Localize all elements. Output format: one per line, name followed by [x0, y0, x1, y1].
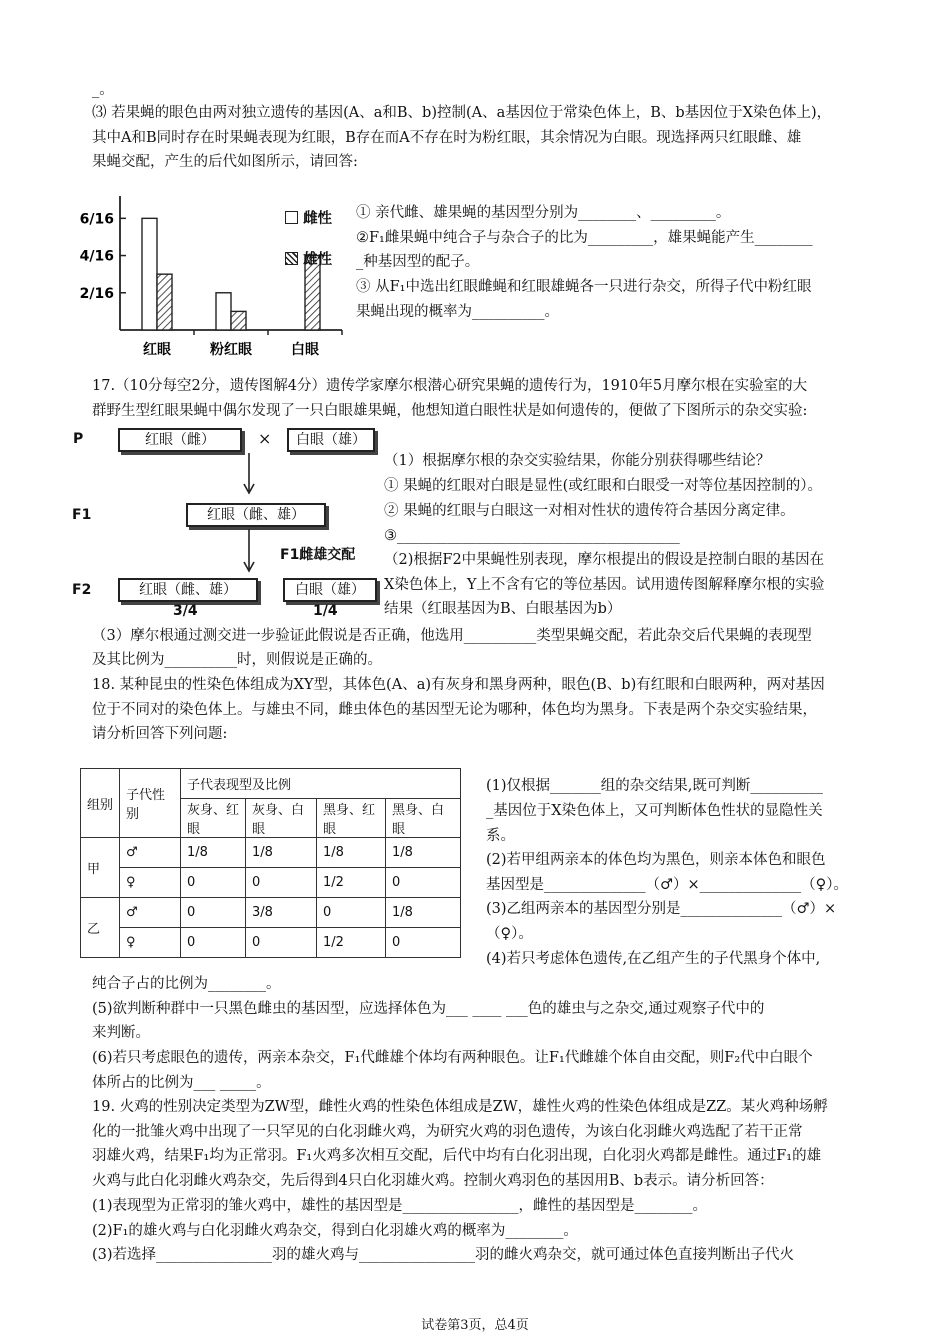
f2-white-box: 白眼（雄） [283, 578, 377, 602]
table-col-header: 黑身、白眼 [386, 799, 461, 838]
text-line: 火鸡与此白化羽雌火鸡杂交，先后得到4只白化羽雄火鸡。控制火鸡羽色的基因用B、b表示。请分析回答： [92, 1173, 774, 1189]
text-line: (2)F₁的雄火鸡与白化羽雌火鸡杂交，得到白化羽雄火鸡的概率为________。 [92, 1223, 578, 1239]
value-cell: 0 [181, 868, 246, 898]
q18-side-line: (3)乙组两亲本的基因型分别是______________（♂）× [486, 901, 837, 917]
q17-side-line: ③_______________________________________ [384, 528, 680, 544]
table-col-header: 灰身、红眼 [181, 799, 246, 838]
q16-side-line: ③ 从F₁中选出红眼雌蝇和红眼雄蝇各一只进行杂交，所得子代中粉红眼 [356, 279, 812, 295]
table-col-header: 灰身、白眼 [246, 799, 317, 838]
value-cell: 1/2 [317, 868, 386, 898]
text-line: 请分析回答下列问题: [92, 726, 228, 742]
q18-side-line: (4)若只考虑体色遗传,在乙组产生的子代黑身个体中, [486, 951, 821, 967]
sex-cell: ♀ [120, 928, 181, 958]
q17-side-line: （1）根据摩尔根的杂交实验结果，你能分别获得哪些结论？ [384, 453, 771, 469]
q17-side-line: （2)根据F2中果蝇性别表现，摩尔根提出的假设是控制白眼的基因在 [384, 552, 825, 568]
q18-side-line: (2)若甲组两亲本的体色均为黑色，则亲本体色和眼色 [486, 852, 826, 868]
q18-side-line: （♀）。 [486, 926, 533, 942]
legend-label-male: 雄性 [303, 252, 333, 268]
text-line: (5)欲判断种群中一只黑色雌虫的基因型，应选择体色为___ ____ ___色的雄虫与之杂交,通过观察子代中的 [92, 1001, 765, 1017]
x-tick-label: 白眼 [291, 342, 319, 358]
table-row [81, 928, 461, 958]
sex-cell: ♀ [120, 868, 181, 898]
text-line: (6)若只考虑眼色的遗传，两亲本杂交，F₁代雌雄个体均有两种眼色。让F₁代雌雄个体自由交配，则F₂代中白眼个 [92, 1050, 813, 1066]
q17-side-line: ② 果蝇的红眼与白眼这一对相对性状的遗传符合基因分离定律。 [384, 503, 795, 519]
text-line: 羽雄火鸡，结果F₁均为正常羽。F₁火鸡多次相互交配，后代中均有白化羽出现，白化羽火鸡都是雌性。通过F₁的雄 [92, 1148, 822, 1164]
text-line: （3）摩尔根通过测交进一步验证此假说是否正确，他选用__________类型果蝇交配，若此杂交后代果蝇的表现型 [92, 628, 812, 644]
text-line: 19. 火鸡的性别决定类型为ZW型，雌性火鸡的性染色体组成是ZW，雄性火鸡的性染色体组成是ZZ。某火鸡种场孵 [92, 1099, 828, 1115]
q17-side-line: X染色体上，Y上不含有它的等位基因。试用遗传图解释摩尔根的实验 [384, 577, 825, 593]
bar [231, 311, 246, 330]
q18-side-line: _基因位于X染色体上，又可判断体色性状的显隐性关 [486, 803, 823, 819]
legend-female [285, 209, 332, 229]
table-col-header: 黑身、红眼 [317, 799, 386, 838]
text-line: 及其比例为__________时，则假说是正确的。 [92, 652, 382, 668]
generation-label-f1: F1 [72, 507, 92, 523]
y-tick-label: 2/16 [79, 285, 114, 302]
text-line: 果蝇交配，产生的后代如图所示，请回答: [92, 154, 358, 170]
y-tick-label: 6/16 [79, 211, 114, 228]
value-cell: 0 [386, 928, 461, 958]
text-line: 17.（10分每空2分，遗传图解4分）遗传学家摩尔根潜心研究果蝇的遗传行为，1910年5月摩尔根在实验室的大 [92, 378, 808, 394]
value-cell: 0 [386, 868, 461, 898]
value-cell: 0 [181, 898, 246, 928]
q18-side-line: 系。 [486, 828, 515, 844]
generation-label-f2: F2 [72, 582, 92, 598]
text-line: 来判断。 [92, 1025, 150, 1041]
q18-side-line: 基因型是______________（♂）×______________（♀）。 [486, 877, 848, 893]
sex-cell: ♂ [120, 898, 181, 928]
value-cell: 1/2 [317, 928, 386, 958]
bar [157, 274, 172, 330]
q16-side-line: _种基因型的配子。 [356, 254, 480, 270]
x-tick-label: 红眼 [143, 342, 171, 358]
table-row [81, 838, 461, 868]
legend-swatch-female [285, 211, 298, 224]
text-line: 化的一批雏火鸡中出现了一只罕见的白化羽雌火鸡，为研究火鸡的羽色遗传，为该白化羽雌火鸡选配了若干正常 [92, 1124, 803, 1140]
text-line: (1)表现型为正常羽的雏火鸡中，雄性的基因型是________________，雌性的基因型是________。 [92, 1198, 708, 1214]
y-tick-label: 4/16 [79, 248, 114, 265]
generation-label-p: P [73, 431, 84, 447]
text-line: ⑶ 若果蝇的眼色由两对独立遗传的基因(A、a和B、b)控制(A、a基因位于常染色体上，B、b基因位于X染色体上)， [92, 105, 832, 121]
q17-side-line: 结果（红眼基因为B、白眼基因为b） [384, 601, 622, 617]
table-header: 组别 [81, 769, 120, 838]
page-footer: 试卷第3页，总4页 [421, 1318, 529, 1333]
table-row [81, 898, 461, 928]
q16-side-line: ① 亲代雌、雄果蝇的基因型分别为________、_________。 [356, 205, 731, 221]
text-line: 18. 某种昆虫的性染色体组成为XY型，其体色(A、a)有灰身和黑身两种，眼色(B、b)有红眼和白眼两种，两对基因 [92, 677, 825, 693]
sex-cell: ♂ [120, 838, 181, 868]
q18-side-line: (1)仅根据_______组的杂交结果,既可判断__________ [486, 778, 823, 794]
legend-male [285, 250, 332, 270]
text-line: 其中A和B同时存在时果蝇表现为红眼，B存在而A不存在时为粉红眼，其余情况为白眼。现选择两只红眼雌、雄 [92, 130, 802, 146]
x-tick-label: 粉红眼 [210, 342, 252, 358]
legend-swatch-male [285, 252, 298, 265]
table-header: 子代性别 [120, 769, 181, 838]
q16-side-line: 果蝇出现的概率为__________。 [356, 304, 559, 320]
cross-results-table [80, 768, 461, 958]
p-male-box: 白眼（雄） [287, 428, 375, 452]
value-cell: 1/8 [181, 838, 246, 868]
value-cell: 1/8 [317, 838, 386, 868]
table-row [81, 868, 461, 898]
arrow-down-icon [243, 527, 255, 573]
q16-side-line: ②F₁雌果蝇中纯合子与杂合子的比为_________，雄果蝇能产生________ [356, 230, 813, 246]
f2-red-box: 红眼（雌、雄） [118, 578, 258, 602]
value-cell: 1/8 [386, 898, 461, 928]
ratio-red: 3/4 [173, 603, 198, 619]
value-cell: 0 [246, 868, 317, 898]
q17-side-line: ① 果蝇的红眼对白眼是显性(或红眼和白眼受一对等位基因控制的）。 [384, 478, 823, 494]
text-line: (3)若选择________________羽的雄火鸡与________________羽的雌火鸡杂交，就可通过体色直接判断出子代火 [92, 1247, 795, 1263]
p-female-box: 红眼（雌） [118, 428, 242, 452]
text-line: 纯合子占的比例为________。 [92, 976, 281, 992]
value-cell: 0 [317, 898, 386, 928]
f1-box: 红眼（雌、雄） [186, 503, 326, 527]
value-cell: 1/8 [246, 838, 317, 868]
group-cell: 甲 [81, 838, 120, 898]
legend-label-female: 雌性 [303, 211, 333, 227]
text-line: 群野生型红眼果蝇中偶尔发现了一只白眼雄果蝇，他想知道白眼性状是如何遗传的，便做了下图所示的杂交实验: [92, 403, 808, 419]
f1-cross-label: F1雌雄交配 [280, 547, 356, 563]
text-line: _。 [92, 82, 114, 98]
arrow-down-icon [243, 451, 255, 495]
table-header: 子代表现型及比例 [181, 769, 461, 799]
text-line: 位于不同对的染色体上。与雄虫不同，雌虫体色的基因型无论为哪种，体色均为黑身。下表是两个杂交实验结果， [92, 702, 817, 718]
value-cell: 0 [246, 928, 317, 958]
value-cell: 0 [181, 928, 246, 958]
bar [142, 218, 157, 330]
cross-symbol: × [258, 429, 272, 448]
value-cell: 1/8 [386, 838, 461, 868]
text-line: 体所占的比例为___ _____。 [92, 1075, 271, 1091]
group-cell: 乙 [81, 898, 120, 958]
value-cell: 3/8 [246, 898, 317, 928]
ratio-white: 1/4 [313, 603, 338, 619]
bar [216, 293, 231, 330]
